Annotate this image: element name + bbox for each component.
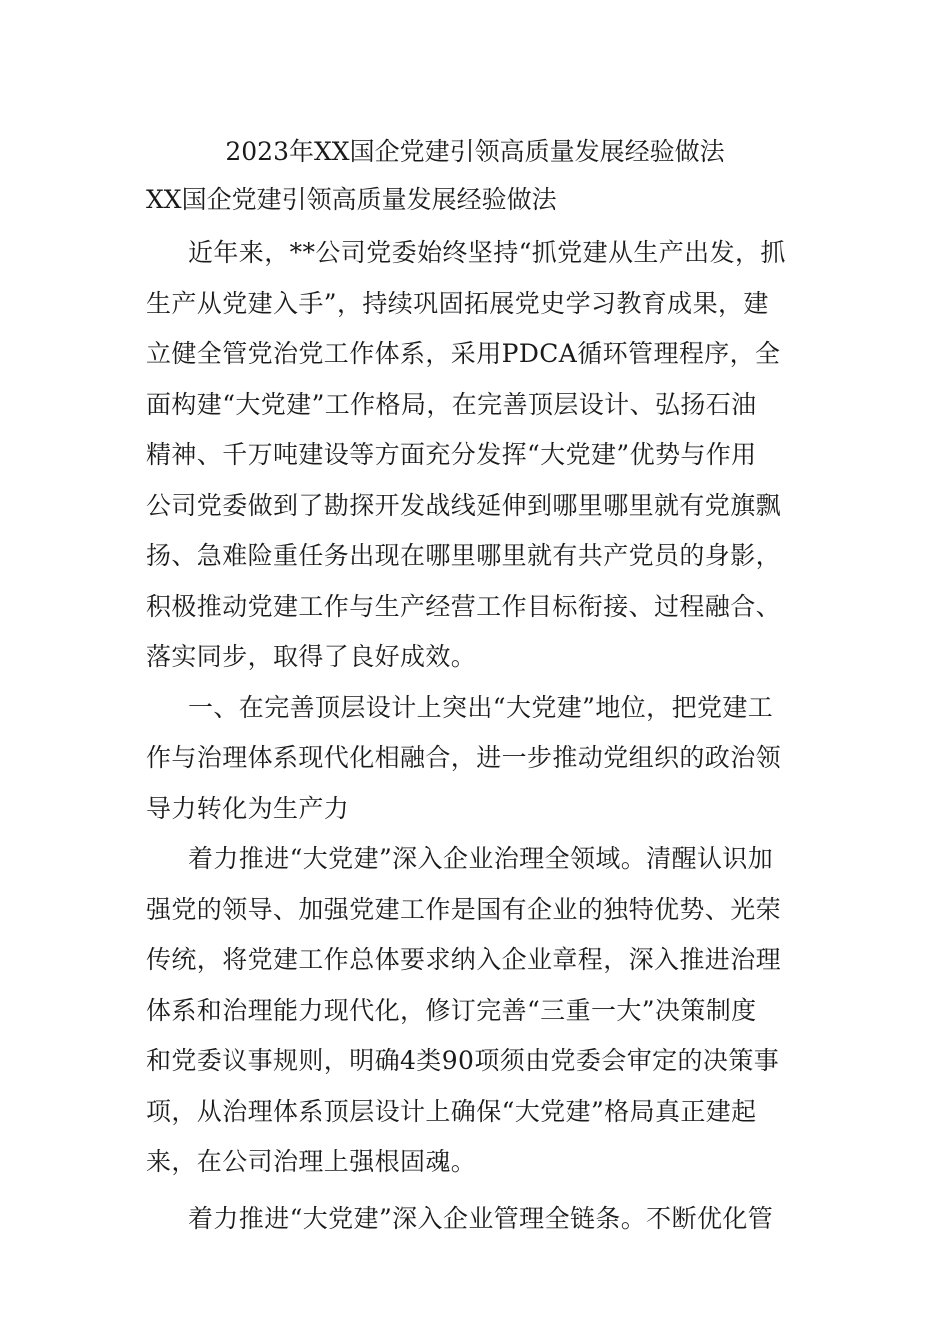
paragraph-management: [146, 1194, 810, 1245]
text-line: 精神、千万吨建设等方面充分发挥“大党建”优势与作用: [146, 440, 757, 469]
text-line: 作与治理体系现代化相融合，进一步推动党组织的政治领: [146, 743, 782, 772]
text-line: 传统，将党建工作总体要求纳入企业章程，深入推进治理: [146, 945, 782, 974]
paragraph-governance: [146, 834, 810, 1188]
document-title: 2023年XX国企党建引领高质量发展经验做法: [225, 137, 725, 166]
text-line: 近年来，**公司党委始终坚持“抓党建从生产出发，抓: [188, 238, 786, 267]
paragraph-section-heading: [146, 683, 810, 835]
text-line: 来，在公司治理上强根固魂。: [146, 1147, 477, 1176]
text-line: 落实同步，取得了良好成效。: [146, 642, 477, 671]
text-line: 生产从党建入手”，持续巩固拓展党史学习教育成果，建: [146, 288, 769, 318]
document-subtitle: XX国企党建引领高质量发展经验做法: [146, 185, 557, 214]
text-line: 着力推进“大党建”深入企业管理全链条。不断优化管: [188, 1203, 774, 1233]
text-line: 着力推进“大党建”深入企业治理全领域。清醒认识加: [188, 844, 774, 873]
text-line: 面构建“大党建”工作格局，在完善顶层设计、弘扬石油: [146, 389, 757, 419]
text-line: 一、在完善顶层设计上突出“大党建”地位，把党建工: [188, 692, 774, 722]
paragraph-intro: [146, 228, 810, 683]
text-line: 扬、急难险重任务出现在哪里哪里就有共产党员的身影，: [146, 541, 782, 570]
text-line: 强党的领导、加强党建工作是国有企业的独特优势、光荣: [146, 894, 782, 924]
text-line: 和党委议事规则，明确4类90项须由党委会审定的决策事: [146, 1046, 780, 1075]
text-line: 导力转化为生产力: [146, 793, 350, 823]
text-line: 项，从治理体系顶层设计上确保“大党建”格局真正建起: [146, 1096, 757, 1126]
text-line: 体系和治理能力现代化，修订完善“三重一大”决策制度: [146, 995, 757, 1025]
document-body: [146, 228, 810, 1244]
text-line: 积极推动党建工作与生产经营工作目标衔接、过程融合、: [146, 591, 782, 621]
text-line: 公司党委做到了勘探开发战线延伸到哪里哪里就有党旗飘: [146, 490, 782, 520]
text-line: 立健全管党治党工作体系，采用PDCA循环管理程序，全: [146, 339, 781, 368]
